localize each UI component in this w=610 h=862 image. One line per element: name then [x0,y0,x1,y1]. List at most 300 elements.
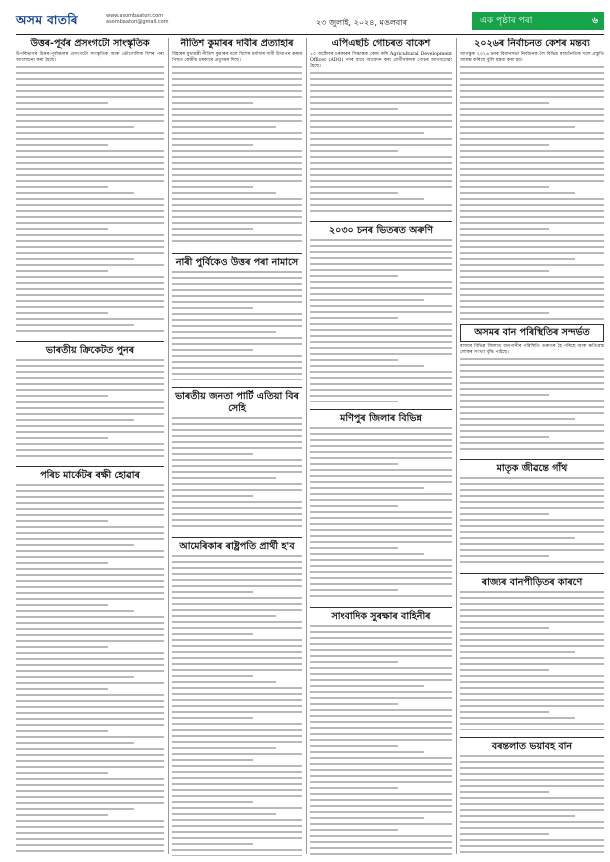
text-line [172,513,302,515]
text-line [310,673,452,675]
body-text [172,417,302,529]
headline: ভাৰতীয় জনতা পাৰ্টি এতিয়া বিৰ সেহি [175,391,299,414]
text-line [16,150,164,152]
text-line [172,597,302,599]
text-line [310,757,452,759]
text-line [16,520,108,522]
text-line [460,615,604,617]
headline: সাংবাদিক সুৰক্ষাৰ বাহিনীৰ [331,611,431,622]
body-text [16,484,164,856]
text-line [172,331,276,333]
text-line [16,186,108,188]
text-line [16,312,108,314]
text-line [310,204,452,206]
text-line [172,477,276,479]
article-flood-relief [460,570,604,730]
text-line [460,845,604,847]
text-line [16,222,164,224]
text-line [172,741,302,743]
text-line [310,853,452,855]
text-line [310,685,424,687]
headline: এপিএছচি গোচৰত বাকেশ [331,38,431,49]
text-line [16,796,164,798]
text-line [16,66,164,68]
text-line [460,126,575,128]
text-line [16,778,164,780]
text-line [310,126,452,128]
text-line [460,827,604,829]
text-line [16,425,164,427]
text-line [172,210,302,212]
text-line [172,555,302,557]
text-line [16,526,164,528]
body-text [460,591,604,730]
text-line [460,252,604,254]
masthead-logo: অসম বাতৰি [16,13,79,27]
text-line [460,132,604,134]
text-line [16,90,164,92]
text-line [460,186,549,188]
text-line [16,628,164,630]
text-line [172,114,302,116]
text-line [172,325,302,327]
text-line [16,790,164,792]
text-line [460,591,604,593]
text-line [16,742,134,744]
text-line [310,210,452,212]
text-line [172,144,253,146]
text-line [310,637,452,639]
text-line [460,306,604,308]
text-line [172,645,302,647]
text-line [172,495,253,497]
text-line [310,469,452,471]
text-line [310,186,452,188]
text-line [16,383,164,385]
text-line [172,765,302,767]
text-line [172,174,302,176]
text-line [16,724,164,726]
headline: মাতৃক জীৱন্তে গাঁথ [496,463,568,474]
text-line [16,646,108,648]
text-line [310,529,452,531]
text-line [310,156,452,158]
text-line [16,598,164,600]
text-line [310,835,452,837]
headline: মণিপুৰ জিলাৰ বিভিন্ন [340,413,422,424]
text-line [16,610,134,612]
text-line [310,541,452,543]
text-line [460,633,604,635]
text-line [310,78,452,80]
article-exam-2030 [310,218,452,402]
text-line [172,423,302,425]
text-line [16,431,164,433]
text-line [172,355,302,357]
text-line [310,311,452,313]
text-line [310,535,452,537]
text-line [16,359,164,361]
text-line [460,388,604,390]
website-url[interactable]: www.asombaatori.com [106,13,164,19]
text-line [16,688,108,690]
text-line [16,204,164,206]
text-line [310,263,452,265]
text-line [16,502,164,504]
headline: ২০২৬ৰ নিৰ্বাচনত কেশৰ মন্তব্য [474,38,590,49]
text-line [460,669,549,671]
text-line [310,577,452,579]
text-line [310,655,452,657]
text-line [460,723,604,725]
text-line [460,507,604,509]
text-line [16,437,108,439]
text-line [310,451,452,453]
text-line [310,709,452,711]
text-line [172,585,302,587]
text-line [460,779,604,781]
text-line [310,305,452,307]
issue-date: ২৩ জুলাই, ২০২৪, মঙলবাৰ [316,18,408,27]
text-line [16,276,164,278]
text-line [172,789,302,791]
text-line [460,448,604,450]
text-line [310,571,452,573]
text-line [310,329,452,331]
text-line [172,156,302,158]
text-line [172,777,302,779]
text-line [310,703,398,705]
text-line [172,729,302,731]
text-line [460,406,604,408]
text-line [16,712,164,714]
text-line [172,489,302,491]
text-line [460,755,604,757]
text-line [310,547,398,549]
text-line [310,347,452,349]
headline: নাৰী পুৰ্বিকেও উত্তৰ পৰা নামাসে [175,257,299,268]
text-line [16,132,164,134]
text-line [172,573,302,575]
text-line [16,138,164,140]
text-line [16,634,164,636]
text-line [310,389,452,391]
text-line [310,667,452,669]
text-line [16,700,164,702]
text-line [310,377,452,379]
text-line [16,180,164,182]
text-line [172,591,253,593]
text-line [172,441,302,443]
page-header [16,10,604,35]
text-line [172,627,302,629]
text-line [310,427,452,429]
text-line [16,407,164,409]
text-line [310,359,398,361]
text-line [172,717,253,719]
text-line [16,324,134,326]
text-line [172,807,302,809]
text-line [310,365,424,367]
text-line [460,180,604,182]
text-line [16,514,164,516]
text-line [172,138,302,140]
text-line [16,550,164,552]
text-line [172,681,276,683]
body-text [310,239,452,402]
text-line [310,697,452,699]
text-line [310,162,452,164]
email-address[interactable]: asombaatori@gmail.com [106,19,169,25]
text-line [310,679,452,681]
text-line [310,463,398,465]
text-line [310,559,452,561]
body-text [460,358,604,452]
text-line [310,517,452,519]
article-bharatir-janma [172,384,302,529]
text-line [16,108,164,110]
text-line [16,72,164,74]
text-line [172,78,302,80]
text-line [310,275,398,277]
text-line [16,736,164,738]
text-line [310,84,452,86]
text-line [16,568,164,570]
text-line [16,419,134,421]
text-line [172,228,253,230]
text-line [16,288,164,290]
text-line [172,240,302,242]
text-line [172,723,302,725]
text-line [16,496,164,498]
text-line [16,832,164,834]
text-line [310,192,398,194]
headline: আমেৰিকাৰ ৰাষ্ট্ৰপতি প্ৰাৰ্থী হ'ব [179,541,295,552]
text-line [172,759,253,761]
text-line [16,162,164,164]
text-line [16,676,134,678]
text-line [16,401,164,403]
text-line [172,367,302,369]
text-line [460,803,604,805]
text-line [460,657,604,659]
text-line [460,430,604,432]
text-line [460,785,604,787]
text-line [310,787,398,789]
text-line [460,815,575,817]
text-line [310,727,452,729]
text-line [172,349,253,351]
text-line [310,583,452,585]
text-line [16,318,164,320]
text-line [310,823,452,825]
text-line [16,682,164,684]
text-line [460,210,604,212]
text-line [172,429,302,431]
text-line [16,377,164,379]
text-line [460,192,575,194]
text-line [460,376,604,378]
text-line [460,288,604,290]
text-line [460,264,604,266]
column-rule [306,38,307,854]
text-line [460,198,604,200]
text-line [460,501,604,503]
text-line [172,198,302,200]
text-line [460,519,604,521]
text-line [172,96,302,98]
text-line [310,649,452,651]
article-manipur [310,406,452,600]
text-line [460,96,604,98]
text-line [172,657,302,659]
text-line [16,96,164,98]
text-line [172,855,302,856]
text-line [172,102,253,104]
text-line [16,820,164,822]
headline: নীতিশ কুমাৰৰ দাবীৰ প্ৰত্যাহাৰ [180,38,294,49]
text-line [460,609,604,611]
text-line [460,84,604,86]
text-line [310,475,452,477]
text-line [460,699,604,701]
text-line [460,543,604,545]
column-2 [172,38,302,856]
article-lead: ৰাজ্যৰ বিভিন্ন জিলাত বানপানীৰ পৰিস্থিতি গুৰুতৰ হৈ পৰিছে আৰু ক্ষতিগ্ৰস্ত লোকৰ সংখ্যা বৃদ্ধি পাইছে। [460,344,604,355]
text-line [310,793,452,795]
text-line [460,300,604,302]
text-line [310,745,398,747]
text-line [460,729,604,730]
text-line [16,192,134,194]
text-line [460,851,604,853]
text-line [172,843,253,845]
column-rule [168,38,169,854]
article-agp-letter [310,38,452,214]
text-line [460,513,549,515]
text-line [172,319,302,321]
text-line [310,553,424,555]
text-line [310,395,452,397]
text-line [16,126,134,128]
text-line [460,204,604,206]
article-assam-flood [460,324,604,452]
text-line [172,343,302,345]
text-line [16,748,164,750]
article-election-2026 [460,38,604,320]
column-1 [16,38,164,856]
text-line [310,281,452,283]
text-line [460,382,604,384]
text-line [16,246,164,248]
text-line [172,825,302,827]
text-line [460,525,604,527]
text-line [16,120,164,122]
headline: পৰিচ মাৰ্কেটৰ ৰক্ষী হোৱাৰ [40,470,140,481]
text-line [16,455,164,457]
text-line [172,603,302,605]
text-line [460,162,604,164]
text-line [310,643,452,645]
text-line [460,120,604,122]
page-number: ৬ [592,16,598,26]
text-line [16,808,134,810]
text-line [460,675,604,677]
text-line [16,658,164,660]
text-line [310,715,452,717]
text-line [460,639,604,641]
text-line [172,216,302,218]
text-line [460,114,604,116]
text-line [310,341,452,343]
body-text [310,625,452,856]
text-line [310,383,452,385]
text-line [460,270,549,272]
text-line [172,453,253,455]
body-text [172,271,302,380]
text-line [460,102,549,104]
text-line [172,126,276,128]
article-american-rastrapati [172,534,302,856]
text-line [310,739,452,741]
text-line [16,443,164,445]
text-line [310,239,452,241]
text-line [16,114,164,116]
article-bharatiya-cricket [16,338,164,458]
text-line [172,162,302,164]
article-birth-place [16,463,164,856]
body-text [16,66,164,334]
text-line [16,216,164,218]
body-text [310,427,452,600]
text-line [16,234,164,236]
text-line [172,507,302,509]
text-line [460,394,549,396]
text-line [460,282,604,284]
text-line [310,799,452,801]
text-line [172,222,302,224]
text-line [172,753,302,755]
text-line [16,282,164,284]
headline: উত্তৰ-পূৰ্বৰ প্ৰসংগটো সাংস্কৃতিক [30,38,150,49]
text-line [310,251,452,253]
text-line [16,156,164,158]
text-line [310,781,452,783]
text-line [172,108,302,110]
text-line [172,192,276,194]
text-line [16,395,108,397]
text-line [172,711,302,713]
text-line [310,595,452,597]
text-line [460,705,604,707]
text-line [310,114,452,116]
text-line [460,168,604,170]
column-rule [456,38,457,854]
text-line [16,490,164,492]
text-line [460,809,604,811]
article-lead: ১০ অক্টোবৰ চৰকাৰৰ সিদ্ধান্তক কেন্দ্ৰ কৰি Agricultural Development Officer (ADO) পদৰ বাবে আবেদন কৰা প্ৰাৰ্থীসকলৰ গোচৰ আগবঢ়োৱা হৈছে। [310,52,452,69]
column-4 [460,38,604,856]
text-line [172,435,302,437]
text-line [172,771,302,773]
text-line [16,389,164,391]
text-line [310,829,398,831]
text-line [16,300,164,302]
text-line [172,132,302,134]
text-line [460,791,549,793]
article-barpeta-flood [460,734,604,856]
text-line [16,252,164,254]
